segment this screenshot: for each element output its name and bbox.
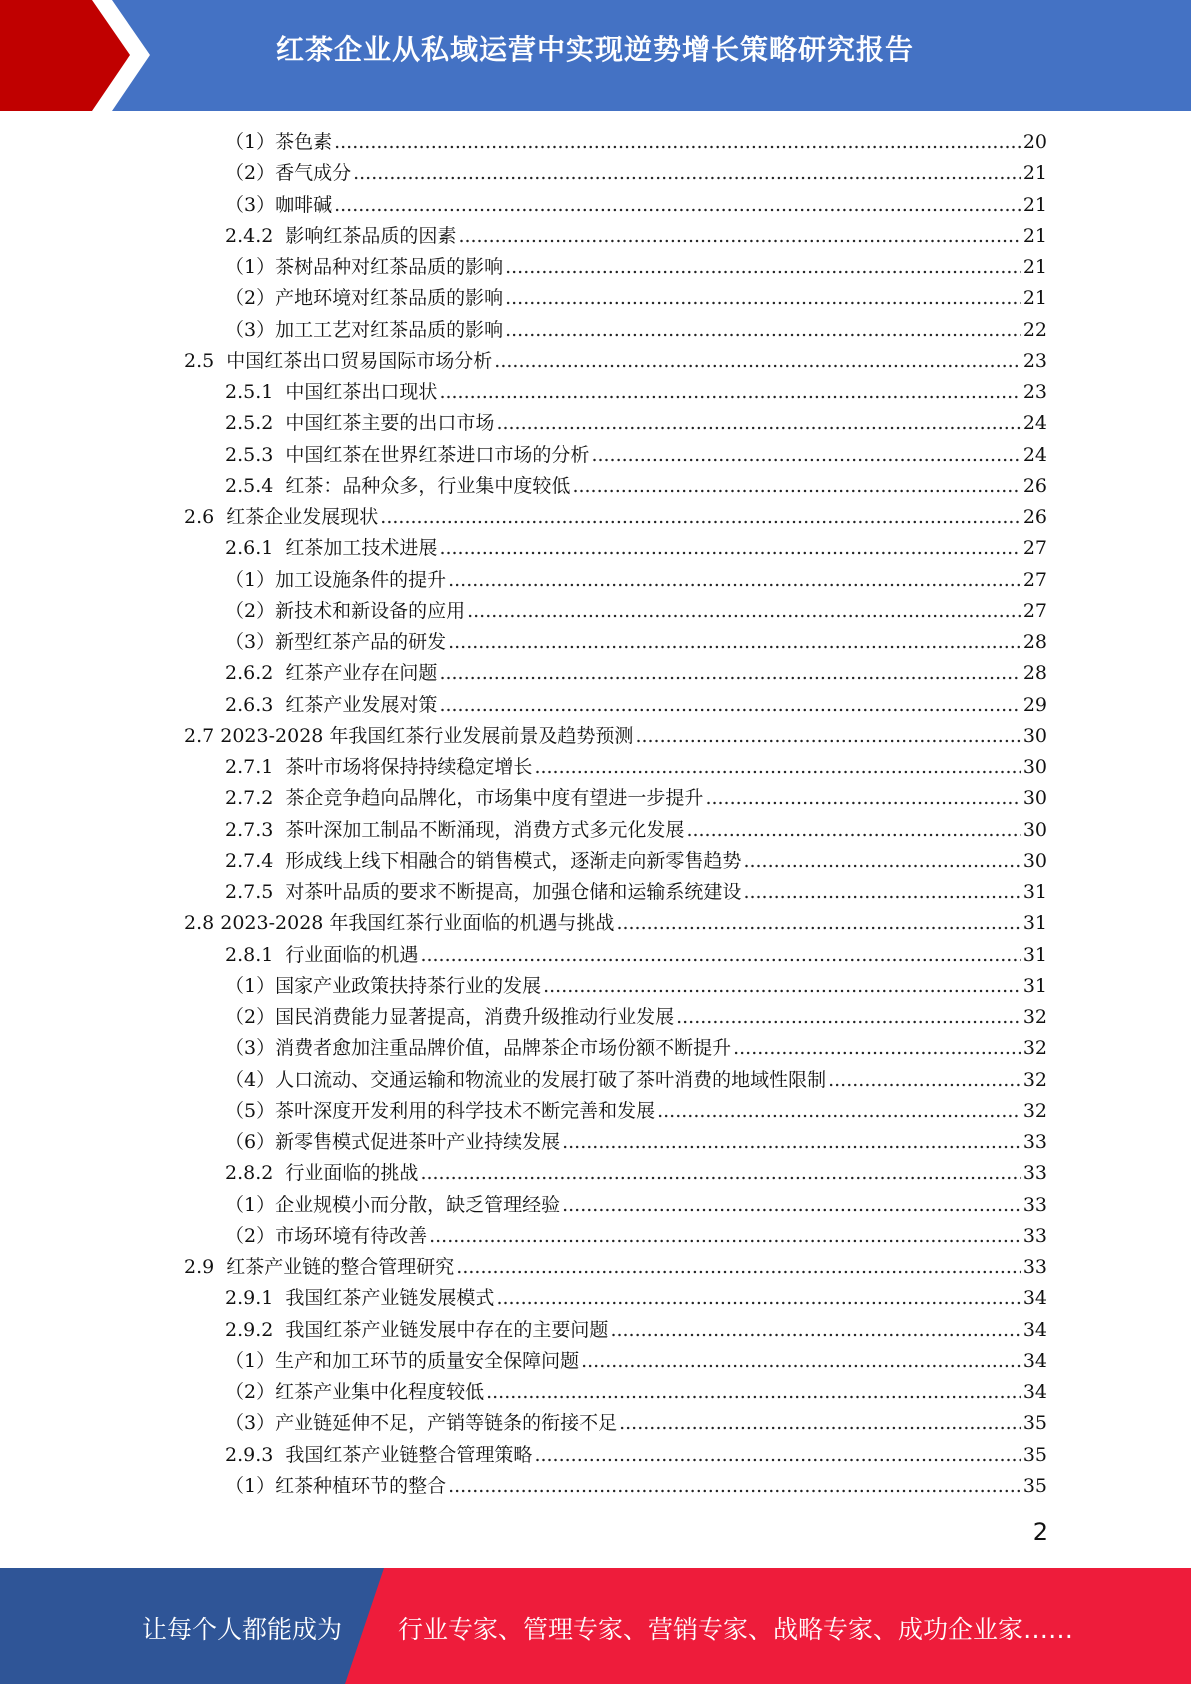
toc-entry-page: 35 (1022, 1443, 1047, 1466)
toc-entry[interactable] (225, 1002, 1047, 1033)
toc-dot-leader (743, 846, 1020, 877)
toc-entry-title: （3）新型红茶产品的研发 (225, 631, 447, 653)
toc-dot-leader (534, 1440, 1020, 1471)
toc-dot-leader (676, 1002, 1021, 1033)
toc-dot-leader (534, 752, 1020, 783)
toc-dot-leader (496, 408, 1020, 439)
toc-entry-page: 21 (1022, 224, 1047, 247)
footer-slogan-left: 让每个人都能成为 (142, 1615, 343, 1644)
toc-dot-leader (619, 1408, 1021, 1439)
toc-entry[interactable] (225, 752, 1047, 783)
toc-dot-leader (448, 627, 1021, 658)
toc-entry[interactable] (225, 440, 1047, 471)
toc-entry-page: 31 (1022, 912, 1047, 935)
toc-entry-title: （1）企业规模小而分散，缺乏管理经验 (225, 1193, 561, 1216)
toc-entry[interactable] (225, 1346, 1047, 1377)
toc-entry[interactable] (225, 315, 1047, 346)
toc-entry-title: 2.6.2 红茶产业存在问题 (225, 662, 438, 685)
toc-entry-title: 2.6.1 红茶加工技术进展 (225, 537, 438, 560)
toc-entry-title: 2.7.2 茶企竞争趋向品牌化，市场集中度有望进一步提升 (225, 787, 704, 810)
toc-entry-title: （2）香气成分 (225, 162, 352, 185)
toc-dot-leader (439, 533, 1020, 564)
toc-entry-page: 21 (1022, 256, 1047, 278)
toc-dot-leader (733, 1033, 1021, 1064)
toc-dot-leader (616, 908, 1020, 939)
toc-entry-page: 30 (1022, 787, 1047, 810)
toc-entry-page: 34 (1022, 1349, 1047, 1372)
toc-entry[interactable] (225, 1440, 1047, 1471)
toc-entry-title: 2.9.2 我国红茶产业链发展中存在的主要问题 (225, 1318, 609, 1341)
toc-entry-page: 27 (1022, 599, 1047, 622)
toc-entry[interactable] (225, 252, 1047, 283)
toc-entry-title: （2）新技术和新设备的应用 (225, 599, 466, 622)
toc-entry-title: 2.6 红茶企业发展现状 (184, 506, 379, 528)
toc-dot-leader (439, 690, 1020, 721)
toc-entry[interactable] (225, 471, 1047, 502)
toc-entry-title: 2.7.1 茶叶市场将保持持续稳定增长 (225, 756, 533, 778)
toc-entry-page: 30 (1022, 756, 1047, 778)
toc-entry-title: （5）茶叶深度开发利用的科学技术不断完善和发展 (225, 1099, 656, 1122)
page-number: 2 (1032, 1518, 1048, 1546)
toc-entry-title: 2.5.3 中国红茶在世界红茶进口市场的分析 (225, 443, 590, 466)
toc-entry-page: 29 (1022, 693, 1047, 716)
toc-dot-leader (505, 283, 1021, 314)
toc-entry-title: 2.5.4 红茶：品种众多，行业集中度较低 (225, 474, 571, 497)
toc-dot-leader (439, 377, 1020, 408)
toc-entry-page: 34 (1022, 1287, 1047, 1310)
toc-entry[interactable] (184, 721, 1047, 752)
toc-entry-page: 33 (1022, 1131, 1047, 1153)
toc-entry[interactable] (225, 940, 1047, 971)
toc-dot-leader (543, 971, 1021, 1002)
toc-entry[interactable] (225, 1283, 1047, 1314)
toc-entry-page: 26 (1022, 474, 1047, 497)
toc-entry-title: （2）红茶产业集中化程度较低 (225, 1381, 485, 1403)
toc-entry-page: 33 (1022, 1256, 1047, 1278)
toc-entry-page: 28 (1022, 662, 1047, 685)
toc-entry-title: （1）茶色素 (225, 131, 333, 153)
toc-entry-page: 20 (1022, 131, 1047, 153)
toc-dot-leader (505, 315, 1021, 346)
toc-entry-page: 33 (1022, 1224, 1047, 1247)
toc-dot-leader (439, 658, 1020, 689)
toc-entry-page: 27 (1022, 568, 1047, 591)
toc-dot-leader (353, 158, 1021, 189)
toc-entry-title: 2.8.2 行业面临的挑战 (225, 1162, 419, 1185)
toc-entry[interactable] (225, 877, 1047, 908)
toc-entry-page: 32 (1022, 1099, 1047, 1122)
toc-entry-page: 23 (1022, 381, 1047, 403)
toc-entry-page: 26 (1022, 506, 1047, 528)
toc-dot-leader (572, 471, 1020, 502)
toc-dot-leader (420, 1158, 1020, 1189)
toc-entry-page: 35 (1022, 1474, 1047, 1497)
toc-entry-title: （1）生产和加工环节的质量安全保障问题 (225, 1349, 580, 1372)
toc-entry-title: （3）咖啡碱 (225, 193, 333, 216)
toc-dot-leader (562, 1127, 1021, 1158)
toc-entry-page: 27 (1022, 537, 1047, 560)
toc-dot-leader (448, 1471, 1021, 1502)
toc-entry[interactable] (225, 690, 1047, 721)
toc-entry-page: 32 (1022, 1037, 1047, 1060)
toc-entry-title: （1）国家产业政策扶持茶行业的发展 (225, 974, 542, 997)
toc-entry-title: （2）产地环境对红茶品质的影响 (225, 287, 504, 310)
toc-entry-title: （6）新零售模式促进茶叶产业持续发展 (225, 1131, 561, 1153)
toc-entry[interactable] (225, 1127, 1047, 1158)
toc-dot-leader (635, 721, 1020, 752)
footer-slogan-right: 行业专家、管理专家、营销专家、战略专家、成功企业家…… (398, 1615, 1074, 1644)
toc-entry[interactable] (184, 1252, 1047, 1283)
toc-entry-page: 31 (1022, 943, 1047, 966)
report-footer (0, 1568, 1191, 1684)
toc-entry-title: 2.9 红茶产业链的整合管理研究 (184, 1256, 455, 1278)
toc-entry-page: 31 (1022, 974, 1047, 997)
toc-entry-page: 32 (1022, 1006, 1047, 1028)
toc-entry[interactable] (225, 1033, 1047, 1064)
toc-entry-title: 2.7.5 对茶叶品质的要求不断提高，加强仓储和运输系统建设 (225, 881, 742, 903)
toc-dot-leader (686, 815, 1020, 846)
toc-entry-page: 33 (1022, 1162, 1047, 1185)
toc-entry[interactable] (225, 1408, 1047, 1439)
toc-entry-page: 31 (1022, 881, 1047, 903)
toc-dot-leader (429, 1221, 1021, 1252)
toc-entry[interactable] (225, 408, 1047, 439)
toc-dot-leader (334, 190, 1021, 221)
toc-dot-leader (562, 1190, 1021, 1221)
report-title: 红茶企业从私域运营中实现逆势增长策略研究报告 (276, 33, 915, 66)
toc-entry[interactable] (225, 846, 1047, 877)
toc-dot-leader (705, 783, 1020, 814)
toc-dot-leader (828, 1065, 1021, 1096)
toc-dot-leader (448, 565, 1021, 596)
toc-entry-page: 30 (1022, 724, 1047, 747)
toc-entry-page: 23 (1022, 349, 1047, 372)
toc-entry-title: 2.4.2 影响红茶品质的因素 (225, 224, 457, 247)
toc-entry-title: （3）产业链延伸不足，产销等链条的衔接不足 (225, 1412, 618, 1435)
toc-dot-leader (657, 1096, 1021, 1127)
toc-entry-title: （3）消费者愈加注重品牌价值，品牌茶企市场份额不断提升 (225, 1037, 732, 1060)
toc-entry-title: （4）人口流动、交通运输和物流业的发展打破了茶叶消费的地域性限制 (225, 1068, 827, 1091)
toc-dot-leader (486, 1377, 1021, 1408)
toc-entry-title: 2.8 2023-2028 年我国红茶行业面临的机遇与挑战 (184, 912, 615, 935)
toc-entry-page: 24 (1022, 443, 1047, 466)
toc-entry[interactable] (225, 1221, 1047, 1252)
toc-entry-page: 35 (1022, 1412, 1047, 1435)
toc-entry[interactable] (225, 127, 1047, 158)
toc-entry[interactable] (225, 596, 1047, 627)
toc-entry-title: 2.8.1 行业面临的机遇 (225, 943, 419, 966)
toc-entry-page: 32 (1022, 1068, 1047, 1091)
toc-entry[interactable] (184, 346, 1047, 377)
toc-entry-page: 21 (1022, 193, 1047, 216)
toc-dot-leader (334, 127, 1021, 158)
toc-entry[interactable] (225, 971, 1047, 1002)
toc-entry[interactable] (225, 815, 1047, 846)
toc-entry-page: 22 (1022, 318, 1047, 341)
toc-dot-leader (467, 596, 1021, 627)
toc-entry-title: 2.7.3 茶叶深加工制品不断涌现，消费方式多元化发展 (225, 818, 685, 841)
toc-entry[interactable] (225, 221, 1047, 252)
toc-entry-title: （2）国民消费能力显著提高，消费升级推动行业发展 (225, 1006, 675, 1028)
toc-dot-leader (380, 502, 1021, 533)
toc-entry-page: 24 (1022, 412, 1047, 435)
toc-entry-page: 34 (1022, 1318, 1047, 1341)
toc-entry[interactable] (225, 658, 1047, 689)
toc-entry-title: （2）市场环境有待改善 (225, 1224, 428, 1247)
toc-entry[interactable] (184, 908, 1047, 939)
toc-entry[interactable] (225, 190, 1047, 221)
toc-dot-leader (458, 221, 1020, 252)
toc-dot-leader (505, 252, 1021, 283)
toc-dot-leader (494, 346, 1021, 377)
toc-entry-page: 33 (1022, 1193, 1047, 1216)
toc-entry-page: 30 (1022, 818, 1047, 841)
toc-entry-title: 2.7 2023-2028 年我国红茶行业发展前景及趋势预测 (184, 724, 634, 747)
toc-entry-page: 34 (1022, 1381, 1047, 1403)
toc-entry[interactable] (225, 158, 1047, 189)
toc-dot-leader (610, 1315, 1020, 1346)
toc-entry[interactable] (225, 1096, 1047, 1127)
toc-entry-page: 21 (1022, 162, 1047, 185)
toc-entry[interactable] (225, 1065, 1047, 1096)
toc-entry-title: 2.5.2 中国红茶主要的出口市场 (225, 412, 495, 435)
toc-entry[interactable] (225, 533, 1047, 564)
toc-entry-title: （1）茶树品种对红茶品质的影响 (225, 256, 504, 278)
toc-entry[interactable] (225, 1190, 1047, 1221)
toc-dot-leader (496, 1283, 1020, 1314)
toc-entry[interactable] (225, 1377, 1047, 1408)
report-header (0, 0, 1191, 111)
toc-dot-leader (581, 1346, 1021, 1377)
toc-entry-title: 2.5 中国红茶出口贸易国际市场分析 (184, 349, 493, 372)
toc-entry[interactable] (225, 283, 1047, 314)
toc-entry-title: 2.6.3 红茶产业发展对策 (225, 693, 438, 716)
toc-entry-page: 21 (1022, 287, 1047, 310)
toc-entry[interactable] (225, 783, 1047, 814)
toc-dot-leader (743, 877, 1020, 908)
toc-dot-leader (420, 940, 1020, 971)
toc-entry[interactable] (225, 1471, 1047, 1502)
toc-entry[interactable] (225, 565, 1047, 596)
toc-dot-leader (591, 440, 1020, 471)
toc-entry[interactable] (225, 1158, 1047, 1189)
toc-entry[interactable] (225, 627, 1047, 658)
toc-entry-page: 30 (1022, 849, 1047, 872)
toc-entry[interactable] (184, 502, 1047, 533)
toc-entry-title: 2.5.1 中国红茶出口现状 (225, 381, 438, 403)
toc-entry-title: 2.7.4 形成线上线下相融合的销售模式，逐渐走向新零售趋势 (225, 849, 742, 872)
toc-dot-leader (456, 1252, 1021, 1283)
toc-entry-title: 2.9.3 我国红茶产业链整合管理策略 (225, 1443, 533, 1466)
toc-entry-title: （1）红茶种植环节的整合 (225, 1474, 447, 1497)
toc-entry[interactable] (225, 1315, 1047, 1346)
toc-entry[interactable] (225, 377, 1047, 408)
toc-entry-title: 2.9.1 我国红茶产业链发展模式 (225, 1287, 495, 1310)
toc-entry-page: 28 (1022, 631, 1047, 653)
toc-entry-title: （1）加工设施条件的提升 (225, 568, 447, 591)
toc-entry-title: （3）加工工艺对红茶品质的影响 (225, 318, 504, 341)
